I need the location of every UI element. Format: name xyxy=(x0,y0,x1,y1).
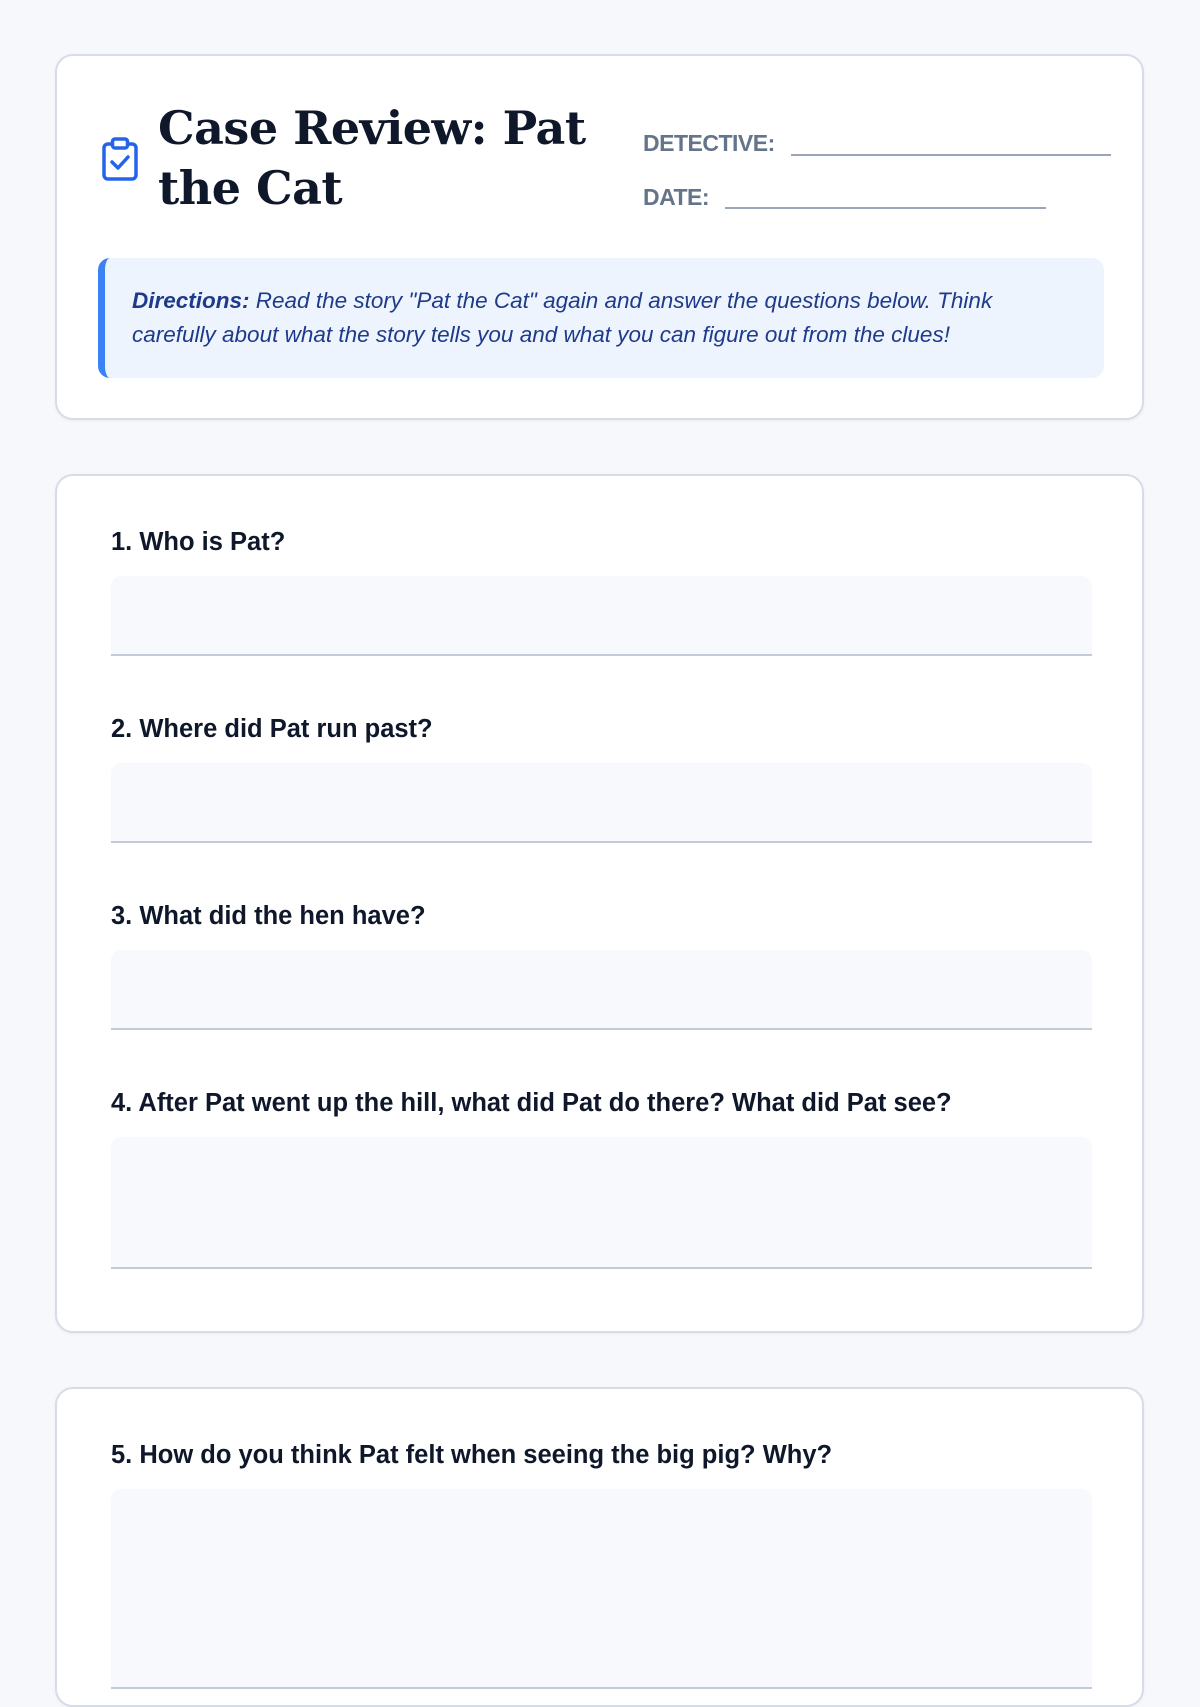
questions-card-1 xyxy=(55,474,1144,1333)
question-label: 1. Who is Pat? xyxy=(111,528,286,556)
question-label: 2. Where did Pat run past? xyxy=(111,715,433,743)
clipboard-check-icon xyxy=(101,136,139,182)
question-label: 5. How do you think Pat felt when seeing the big pig? Why? xyxy=(111,1441,833,1469)
question-label: 3. What did the hen have? xyxy=(111,902,426,930)
directions-text: Read the story "Pat the Cat" again and answer the questions below. Think carefully about what the story tells you and what you can figure out from the clues! xyxy=(132,288,993,347)
directions-callout xyxy=(98,258,1104,378)
question-label: 4. After Pat went up the hill, what did Pat do there? What did Pat see? xyxy=(111,1089,952,1117)
questions-card-2 xyxy=(55,1387,1144,1707)
detective-write-line[interactable] xyxy=(791,154,1111,156)
date-label: DATE: xyxy=(643,184,710,210)
answer-box[interactable] xyxy=(111,1137,1092,1269)
date-write-line[interactable] xyxy=(725,207,1046,209)
answer-box[interactable] xyxy=(111,576,1092,656)
answer-box[interactable] xyxy=(111,950,1092,1030)
answer-box[interactable] xyxy=(111,1489,1092,1689)
detective-label: DETECTIVE: xyxy=(643,130,775,156)
answer-box[interactable] xyxy=(111,763,1092,843)
header-card xyxy=(55,54,1144,420)
directions-label: Directions: xyxy=(132,288,250,313)
page-title: Case Review: Pat the Cat xyxy=(158,101,586,215)
